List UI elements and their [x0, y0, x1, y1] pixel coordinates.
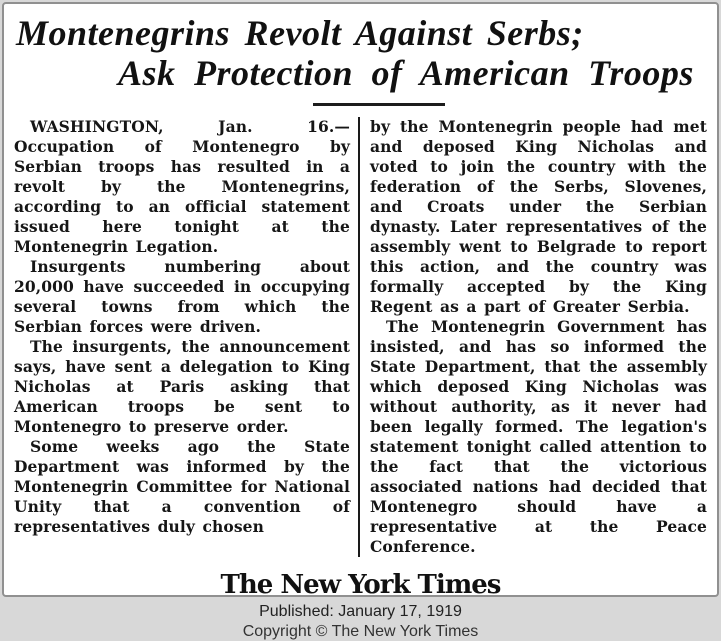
headline-divider-rule: [313, 103, 445, 106]
paragraph: Insurgents numbering about 20,000 have succeeded in occupying several towns from which the Serbian forces were driven.: [14, 257, 350, 337]
paragraph-continuation: by the Montenegrin people had met and deposed King Nicholas and voted to join the country with the federation of the Serbs, Slovenes, and Croats under the Serbian dynasty. Later representatives of the assembly went to Belgrade to report this action, and the country was formally accepted by the King Regent as a part of Greater Serbia.: [370, 117, 707, 317]
copyright-notice: Copyright © The New York Times: [4, 622, 717, 641]
headline-line2: Ask Protection of American Troops: [118, 53, 705, 93]
footer: [4, 571, 717, 641]
article-body: [14, 117, 707, 557]
paragraph-dateline: WASHINGTON, Jan. 16.—Occupation of Montenegro by Serbian troops has resulted in a revolt by the Montenegrins, according to an official statement issued here tonight at the Montenegrin Legation.: [14, 117, 350, 257]
newspaper-clipping: [2, 2, 719, 597]
paragraph: Some weeks ago the State Department was informed by the Montenegrin Committee for National Unity that a convention of representatives duly chosen: [14, 437, 350, 537]
published-date: Published: January 17, 1919: [4, 602, 717, 622]
left-column: [14, 117, 350, 557]
right-column: [370, 117, 707, 557]
paragraph: The Montenegrin Government has insisted, and has so informed the State Department, that the assembly which deposed King Nicholas was without authority, as it never had been legally formed. The legation's statement tonight called attention to the fact that the victorious associated nations had decided that Montenegro should have a representative at the Peace Conference.: [370, 317, 707, 557]
nyt-logo: The New York Times: [4, 571, 717, 599]
headline-line1: Montenegrins Revolt Against Serbs;: [16, 13, 705, 53]
column-divider-rule: [358, 117, 360, 557]
headline: [16, 13, 705, 93]
paragraph: The insurgents, the announcement says, have sent a delegation to King Nicholas at Paris asking that American troops be sent to Montenegro to preserve order.: [14, 337, 350, 437]
